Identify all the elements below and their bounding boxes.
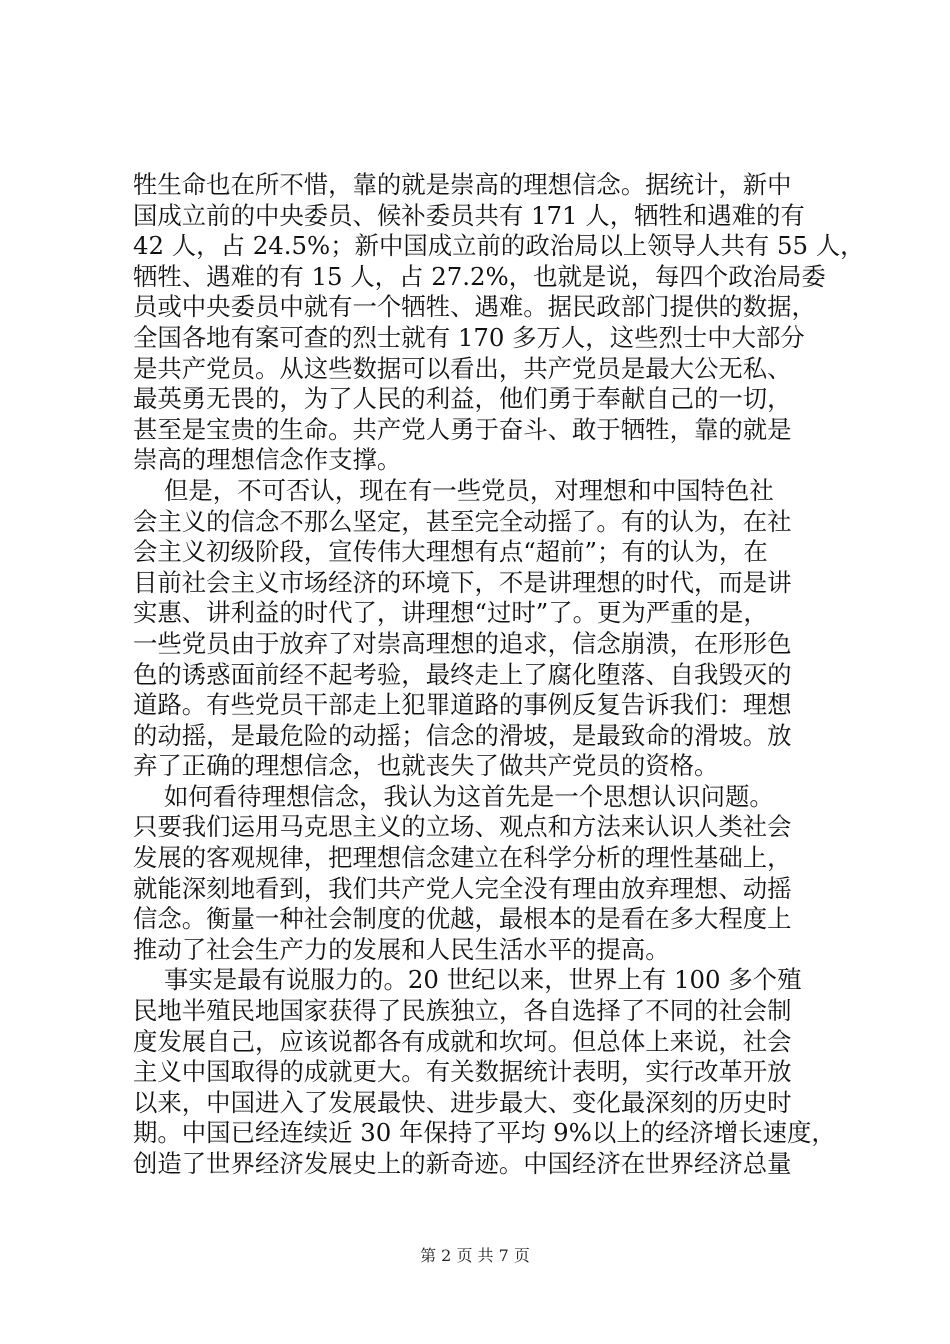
text-line: 42 人，占 24.5%；新中国成立前的政治局以上领导人共有 55 人， (133, 231, 865, 261)
text-line: 会主义初级阶段，宣传伟大理想有点“超前”；有的认为，在 (133, 537, 768, 567)
text-line: 会主义的信念不那么坚定，甚至完全动摇了。有的认为，在社 (133, 506, 792, 536)
text-line: 的动摇，是最危险的动摇；信念的滑坡，是最致命的滑坡。放 (133, 720, 792, 750)
text-line: 国成立前的中央委员、候补委员共有 171 人，牺牲和遇难的有 (133, 200, 805, 230)
text-line: 弃了正确的理想信念，也就丧失了做共产党员的资格。 (133, 751, 719, 781)
text-line: 就能深刻地看到，我们共产党人完全没有理由放弃理想、动摇 (133, 873, 792, 903)
text-line: 牲生命也在所不惜，靠的就是崇高的理想信念。据统计，新中 (133, 170, 792, 199)
text-line: 但是，不可否认，现在有一些党员，对理想和中国特色社 (133, 475, 774, 505)
text-line: 是共产党员。从这些数据可以看出，共产党员是最大公无私、 (133, 353, 792, 383)
text-line: 如何看待理想信念，我认为这首先是一个思想认识问题。 (133, 781, 774, 811)
text-line: 以来，中国进入了发展最快、进步最大、变化最深刻的历史时 (133, 1087, 792, 1117)
body-text (133, 170, 865, 1180)
text-line: 实惠、讲利益的时代了，讲理想“过时”了。更为严重的是， (133, 598, 768, 628)
text-line: 民地半殖民地国家获得了民族独立，各自选择了不同的社会制 (133, 996, 792, 1026)
text-line: 色的诱惑面前经不起考验，最终走上了腐化堕落、自我毁灭的 (133, 659, 792, 689)
text-line: 牺牲、遇难的有 15 人，占 27.2%，也就是说，每四个政治局委 (133, 261, 826, 291)
text-line: 甚至是宝贵的生命。共产党人勇于奋斗、敢于牺牲，靠的就是 (133, 414, 792, 444)
text-line: 创造了世界经济发展史上的新奇迹。中国经济在世界经济总量 (133, 1149, 792, 1178)
text-line: 主义中国取得的成就更大。有关数据统计表明，实行改革开放 (133, 1057, 792, 1087)
page-number-footer: 第 2 页 共 7 页 (420, 1246, 530, 1265)
text-line: 一些党员由于放弃了对崇高理想的追求，信念崩溃，在形形色 (133, 628, 792, 658)
text-line: 只要我们运用马克思主义的立场、观点和方法来认识人类社会 (133, 812, 792, 842)
text-line: 事实是最有说服力的。20 世纪以来，世界上有 100 多个殖 (133, 965, 802, 995)
text-line: 期。中国已经连续近 30 年保持了平均 9%以上的经济增长速度， (133, 1118, 836, 1148)
text-line: 道路。有些党员干部走上犯罪道路的事例反复告诉我们：理想 (133, 690, 792, 720)
text-line: 信念。衡量一种社会制度的优越，最根本的是看在多大程度上 (133, 904, 792, 934)
text-line: 最英勇无畏的，为了人民的利益，他们勇于奉献自己的一切， (133, 384, 792, 414)
text-line: 发展的客观规律，把理想信念建立在科学分析的理性基础上， (133, 843, 792, 873)
text-line: 员或中央委员中就有一个牺牲、遇难。据民政部门提供的数据， (133, 292, 816, 322)
text-line: 崇高的理想信念作支撑。 (133, 445, 402, 475)
text-line: 度发展自己，应该说都各有成就和坎坷。但总体上来说，社会 (133, 1026, 792, 1056)
text-line: 全国各地有案可查的烈士就有 170 多万人，这些烈士中大部分 (133, 322, 805, 352)
text-line: 目前社会主义市场经济的环境下，不是讲理想的时代，而是讲 (133, 567, 792, 597)
text-line: 推动了社会生产力的发展和人民生活水平的提高。 (133, 934, 670, 964)
